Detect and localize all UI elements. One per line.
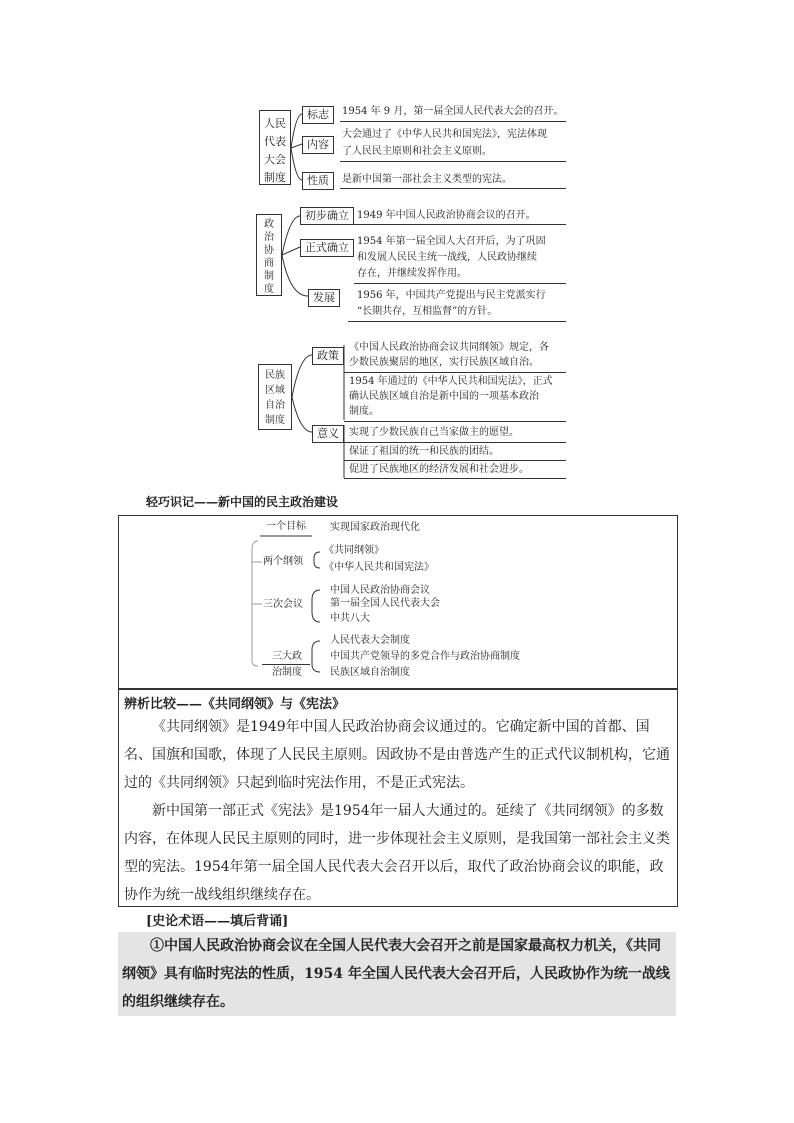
memory-item-system-3: 民族区域自治制度 bbox=[330, 667, 410, 678]
zhengxie-title-char: 商 bbox=[264, 258, 274, 269]
minzu-text-zhengce-1: 《中国人民政治协商会议共同纲领》规定，各 bbox=[349, 342, 549, 353]
minzu-title-line: 民族 bbox=[265, 370, 285, 381]
memory-label-systems-2: 治制度 bbox=[272, 667, 302, 678]
minzu-text-zhengce-3: 1954 年通过的《中华人民共和国宪法》，正式 bbox=[349, 376, 553, 387]
minzu-tag-zhengce: 政策 bbox=[312, 347, 344, 365]
renda-text-neirong-2: 了人民民主原则和社会主义原则。 bbox=[342, 146, 492, 157]
zhengxie-tag-chubu: 初步确立 bbox=[300, 207, 354, 225]
memory-item-meeting-2: 第一届全国人民代表大会 bbox=[330, 598, 440, 609]
renda-title-line: 制度 bbox=[264, 171, 286, 184]
minzu-title-line: 制度 bbox=[265, 415, 285, 426]
zhengxie-title-char: 政 bbox=[264, 219, 274, 230]
minzu-text-zhengce-4: 确认民族区域自治是新中国的一项基本政治 bbox=[349, 391, 539, 402]
memory-item-meeting-3: 中共八大 bbox=[330, 613, 370, 624]
minzu-text-yiyi-3: 促进了民族地区的经济发展和社会进步。 bbox=[349, 464, 529, 475]
terms-heading: [史论术语——填后背诵] bbox=[146, 914, 289, 929]
compare-heading: 辨析比较——《共同纲领》与《宪法》 bbox=[124, 697, 346, 712]
renda-text-neirong-1: 大会通过了《中华人民共和国宪法》，宪法体现 bbox=[342, 129, 547, 140]
renda-title-line: 大会 bbox=[264, 153, 286, 166]
minzu-text-zhengce-5: 制度。 bbox=[349, 406, 379, 417]
compare-paragraph-1: 《共同纲领》是1949年中国人民政治协商会议通过的。它确定新中国的首都、国名、国旗和国歌，体现了人民民主原则。因政协不是由普选产生的正式代议制机构，它通过的《共同纲领》只起到临时宪法作用，不是正式宪法。 bbox=[124, 719, 670, 791]
memory-item-meeting-1: 中国人民政治协商会议 bbox=[330, 585, 430, 596]
zhengxie-text-chubu: 1949 年中国人民政治协商会议的召开。 bbox=[357, 210, 536, 221]
renda-tag-xingzhi: 性质 bbox=[302, 172, 334, 190]
terms-text: ①中国人民政治协商会议在全国人民代表大会召开之前是国家最高权力机关，《共同纲领》具有临时宪法的性质，1954 年全国人民代表大会召开后，人民政协作为统一战线的组织继续存在。 bbox=[122, 938, 670, 1010]
memory-item-system-2: 中国共产党领导的多党合作与政治协商制度 bbox=[330, 651, 520, 662]
memory-label-systems-1: 三大政 bbox=[272, 651, 302, 662]
renda-title-line: 代表 bbox=[264, 135, 286, 148]
renda-tag-neirong: 内容 bbox=[302, 136, 334, 154]
memory-label-goal: 一个目标 bbox=[266, 521, 306, 532]
renda-text-xingzhi: 是新中国第一部社会主义类型的宪法。 bbox=[342, 174, 512, 185]
zhengxie-title-char: 制 bbox=[264, 271, 274, 282]
renda-title-line: 人民 bbox=[264, 117, 286, 130]
minzu-title-line: 自治 bbox=[265, 400, 285, 411]
minzu-text-zhengce-2: 少数民族聚居的地区，实行民族区域自治。 bbox=[349, 357, 539, 368]
zhengxie-tag-zhengshi: 正式确立 bbox=[300, 239, 354, 257]
zhengxie-tag-fazhan: 发展 bbox=[308, 289, 340, 307]
compare-paragraph-2: 新中国第一部正式《宪法》是1954年一届人大通过的。延续了《共同纲领》的多数内容，在体现人民民主原则的同时，进一步体现社会主义原则，是我国第一部社会主义类型的宪法。1954年第一届全国人民代表大会召开以后，取代了政治协商会议的职能，政协作为统一战线组织继续存在。 bbox=[124, 803, 670, 903]
zhengxie-text-fazhan-1: 1956 年，中国共产党提出与民主党派实行 bbox=[357, 290, 546, 301]
zhengxie-text-fazhan-2: “长期共存，互相监督”的方针。 bbox=[357, 306, 498, 317]
memory-item-program-2: 《中华人民共和国宪法》 bbox=[324, 562, 434, 573]
renda-tag-biaozhi: 标志 bbox=[302, 106, 334, 124]
minzu-title-line: 区域 bbox=[265, 385, 285, 396]
zhengxie-title-char: 度 bbox=[264, 284, 274, 295]
zhengxie-title-char: 协 bbox=[264, 245, 274, 256]
zhengxie-title-char: 治 bbox=[264, 232, 274, 243]
memory-label-meetings: 三次会议 bbox=[263, 599, 303, 610]
memory-item-program-1: 《共同纲领》 bbox=[324, 545, 384, 556]
minzu-text-yiyi-1: 实现了少数民族自己当家做主的愿望。 bbox=[349, 427, 519, 438]
memory-item-goal: 实现国家政治现代化 bbox=[330, 522, 420, 533]
divider bbox=[262, 664, 310, 665]
zhengxie-text-zhengshi-2: 和发展人民民主统一战线，人民政协继续 bbox=[357, 252, 537, 263]
memory-label-programs: 两个纲领 bbox=[263, 556, 303, 567]
minzu-text-yiyi-2: 保证了祖国的统一和民族的团结。 bbox=[349, 446, 499, 457]
zhengxie-text-zhengshi-3: 存在，并继续发挥作用。 bbox=[357, 268, 467, 279]
renda-text-biaozhi: 1954 年 9 月，第一届全国人民代表大会的召开。 bbox=[342, 106, 564, 117]
zhengxie-text-zhengshi-1: 1954 年第一届全国人大召开后，为了巩固 bbox=[357, 236, 546, 247]
memory-heading: 轻巧识记——新中国的民主政治建设 bbox=[146, 495, 339, 509]
memory-item-system-1: 人民代表大会制度 bbox=[330, 635, 410, 646]
minzu-tag-yiyi: 意义 bbox=[312, 425, 344, 443]
